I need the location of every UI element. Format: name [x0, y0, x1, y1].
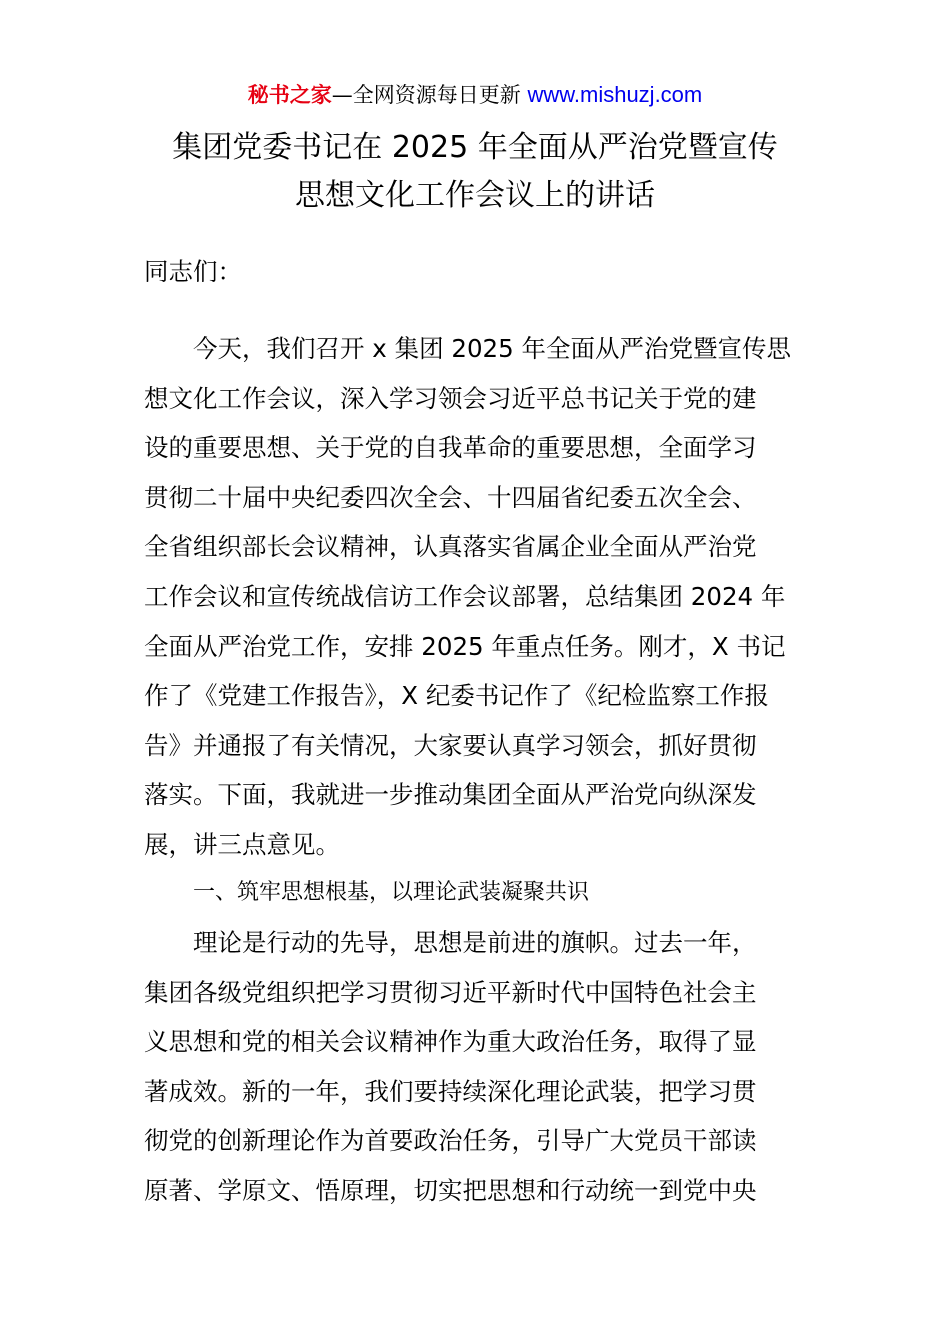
- header-dash: —: [331, 83, 353, 107]
- document-title-line-2: 思想文化工作会议上的讲话: [295, 178, 655, 213]
- document-title-line-1: 集团党委书记在 2025 年全面从严治党暨宣传: [172, 130, 778, 165]
- paragraph-line: 展，讲三点意见。: [144, 829, 340, 859]
- paragraph-line: 想文化工作会议，深入学习领会习近平总书记关于党的建: [144, 383, 757, 413]
- paragraph-line: 设的重要思想、关于党的自我革命的重要思想，全面学习: [144, 433, 757, 463]
- header-slogan: 全网资源每日更新: [352, 83, 521, 107]
- paragraph-1: [144, 324, 810, 870]
- paragraph-line: 落实。下面，我就进一步推动集团全面从严治党向纵深发: [144, 780, 757, 810]
- paragraph-line: 著成效。新的一年，我们要持续深化理论武装，把学习贯: [144, 1076, 757, 1106]
- paragraph-line: 理论是行动的先导，思想是前进的旗帜。过去一年，: [193, 928, 757, 957]
- greeting: 同志们：: [144, 257, 242, 286]
- paragraph-line: 全省组织部长会议精神，认真落实省属企业全面从严治党: [144, 532, 757, 562]
- site-url-link[interactable]: www.mishuzj.com: [527, 82, 703, 107]
- paragraph-line: 作了《党建工作报告》，X 纪委书记作了《纪检监察工作报: [144, 681, 769, 711]
- paragraph-line: 全面从严治党工作，安排 2025 年重点任务。刚才，X 书记: [144, 631, 786, 661]
- paragraph-line: 集团各级党组织把学习贯彻习近平新时代中国特色社会主: [144, 977, 757, 1007]
- paragraph-line: 义思想和党的相关会议精神作为重大政治任务，取得了显: [144, 1027, 757, 1057]
- site-header: [0, 80, 950, 110]
- paragraph-2: [144, 918, 810, 1216]
- paragraph-line: 工作会议和宣传统战信访工作会议部署，总结集团 2024 年: [144, 581, 786, 611]
- paragraph-line: 今天，我们召开 x 集团 2025 年全面从严治党暨宣传思: [193, 334, 791, 363]
- brand-name: 秘书之家: [247, 83, 332, 107]
- paragraph-line: 原著、学原文、悟原理，切实把思想和行动统一到党中央: [144, 1175, 757, 1205]
- section-heading-1: 一、筑牢思想根基，以理论武装凝聚共识: [193, 880, 590, 905]
- paragraph-line: 彻党的创新理论作为首要政治任务，引导广大党员干部读: [144, 1126, 757, 1156]
- paragraph-line: 告》并通报了有关情况，大家要认真学习领会，抓好贯彻: [144, 730, 757, 760]
- paragraph-line: 贯彻二十届中央纪委四次全会、十四届省纪委五次全会、: [144, 482, 757, 512]
